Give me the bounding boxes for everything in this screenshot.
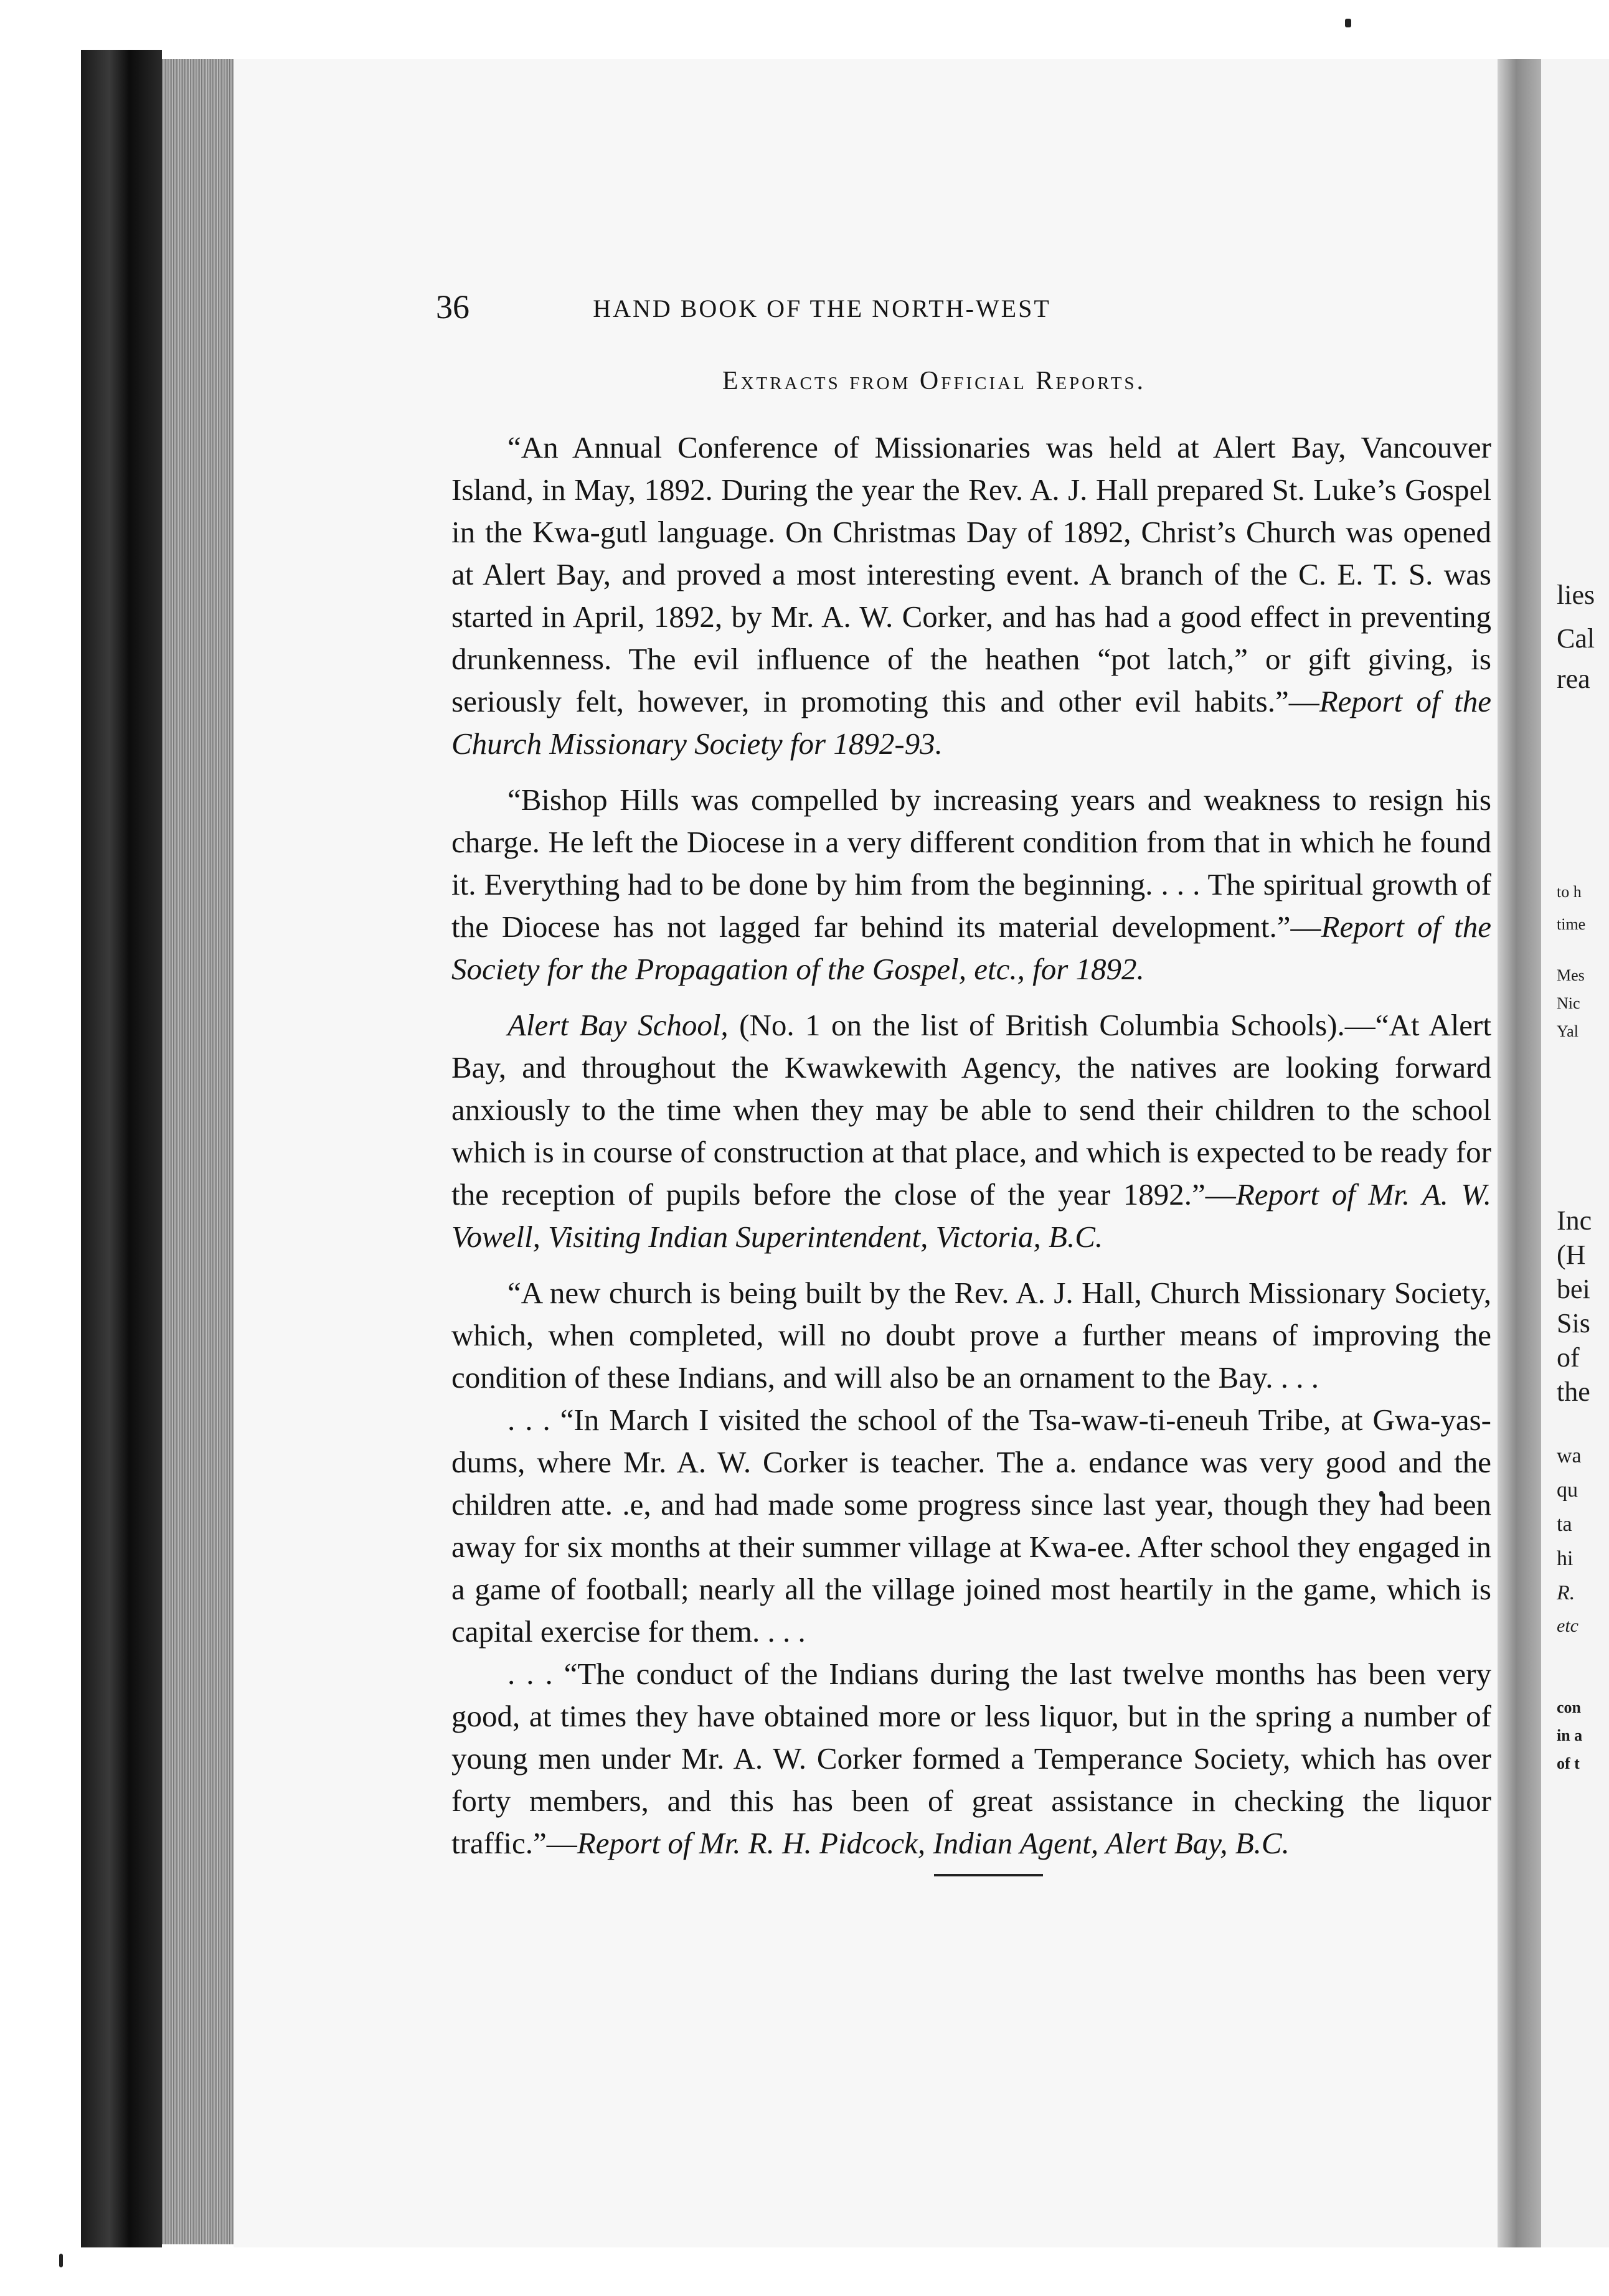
scan-speck <box>59 2254 63 2267</box>
book-binding <box>81 50 162 2247</box>
citation: Report of Mr. A. W. Vowell, Visiting Indian Superintendent, Victoria, B.C. <box>451 1177 1492 1254</box>
paragraph-school-visit <box>451 1399 1491 1653</box>
running-head: HAND BOOK OF THE NORTH-WEST <box>593 294 1051 322</box>
facing-fragment: Sis <box>1557 1308 1590 1339</box>
end-rule <box>934 1874 1043 1876</box>
facing-fragment: to h <box>1557 883 1582 901</box>
paragraph-text: . . . “In March I visited the school of the Tsa-waw-ti-eneuh Tribe, at Gwa-yas-dums, where Mr. A. W. Corker is teacher. The a. endance was very good and the children atte. .e, and had made some progress since last year, though they had been away for six months at their summer village at Kwa-ee. After school they engaged in a game of football; nearly all the village joined most heartily in the game, which is capital exercise for them. . . . <box>451 1403 1491 1649</box>
facing-fragment: Nic <box>1557 994 1580 1012</box>
citation: Report of the Church Missionary Society for 1892-93. <box>451 684 1491 761</box>
paragraph-cms-report <box>451 426 1491 765</box>
facing-fragment: R. <box>1557 1581 1575 1604</box>
facing-fragment: hi <box>1557 1547 1574 1570</box>
paragraph-text: “An Annual Conference of Missionaries was held at Alert Bay, Vancouver Island, in May, 1892. During the year the Rev. A. J. Hall prepared St. Luke’s Gospel in the Kwa-gutl language. On Christmas Day of 1892, Christ’s Church was opened at Alert Bay, and proved a most interesting event. A branch of the C. E. T. S. was started in April, 1892, by Mr. A. W. Corker, and has had a good effect in preventing drunkenness. The evil influence of the heathen “pot latch,” or gift giving, is seriously felt, however, in promoting this and other evil habits.”— <box>451 430 1491 718</box>
facing-fragment: bei <box>1557 1274 1590 1304</box>
facing-fragment: Cal <box>1557 623 1595 654</box>
paragraph-conduct <box>451 1653 1491 1865</box>
paragraph-spg-report <box>451 779 1491 990</box>
scan-speck <box>1345 19 1351 27</box>
facing-fragment: qu <box>1557 1479 1578 1502</box>
paragraph-text: (No. 1 on the list of British Columbia Schools).—“At Alert Bay, and throughout the Kwawkewith Agency, the natives are looking forward anxiously to the time when they may be able to send their children to the school which is in course of construction at that place, and which is expected to be ready for the reception of pupils before the close of the year 1892.”— <box>451 1008 1491 1212</box>
facing-fragment: Yal <box>1557 1022 1578 1040</box>
facing-page <box>1541 59 1609 2247</box>
facing-fragment: of <box>1557 1342 1580 1373</box>
facing-fragment: of t <box>1557 1754 1580 1772</box>
page-number: 36 <box>436 288 469 326</box>
facing-fragment: rea <box>1557 664 1590 694</box>
facing-fragment: lies <box>1557 580 1595 610</box>
facing-fragment: etc <box>1557 1616 1578 1636</box>
paragraph-text: “Bishop Hills was compelled by increasing years and weakness to resign his charge. He left the Diocese in a very different condition from that in which he found it. Everything had to be done by him from the beginning. . . . The spiritual growth of the Diocese has not lagged far behind its material development.”— <box>451 783 1491 944</box>
body-text <box>451 426 1491 1878</box>
facing-fragment: ta <box>1557 1513 1572 1536</box>
paragraph-new-church <box>451 1272 1491 1399</box>
page-edges <box>162 59 237 2244</box>
paragraph-text: . . . “The conduct of the Indians during the last twelve months has been very good, at times they have obtained more or less liquor, but in the spring a number of young men under Mr. A. W. Corker formed a Temperance Society, which has over forty members, and this has been of great assistance in checking the liquor traffic.”— <box>451 1657 1491 1860</box>
paragraph-lead: Alert Bay School, <box>507 1008 729 1042</box>
facing-fragment: con <box>1557 1698 1581 1716</box>
facing-fragment: (H <box>1557 1240 1586 1270</box>
facing-fragment: the <box>1557 1376 1590 1407</box>
facing-fragment: Mes <box>1557 966 1585 984</box>
paragraph-text: “A new church is being built by the Rev. A. J. Hall, Church Missionary Society, which, when completed, will no doubt prove a further means of improving the condition of these Indians, and will also be an ornament to the Bay. . . . <box>451 1276 1491 1395</box>
facing-fragment: wa <box>1557 1444 1582 1467</box>
citation: Report of Mr. R. H. Pidcock, Indian Agent, Alert Bay, B.C. <box>577 1826 1290 1860</box>
facing-fragment: time <box>1557 915 1586 933</box>
facing-fragment: Inc <box>1557 1205 1592 1236</box>
page-gutter <box>1498 59 1544 2247</box>
section-title: Extracts from Official Reports. <box>722 367 1146 395</box>
facing-fragment: in a <box>1557 1726 1583 1744</box>
citation: Report of the Society for the Propagation of the Gospel, etc., for 1892. <box>451 910 1491 986</box>
paragraph-alert-bay-school <box>451 1004 1491 1258</box>
